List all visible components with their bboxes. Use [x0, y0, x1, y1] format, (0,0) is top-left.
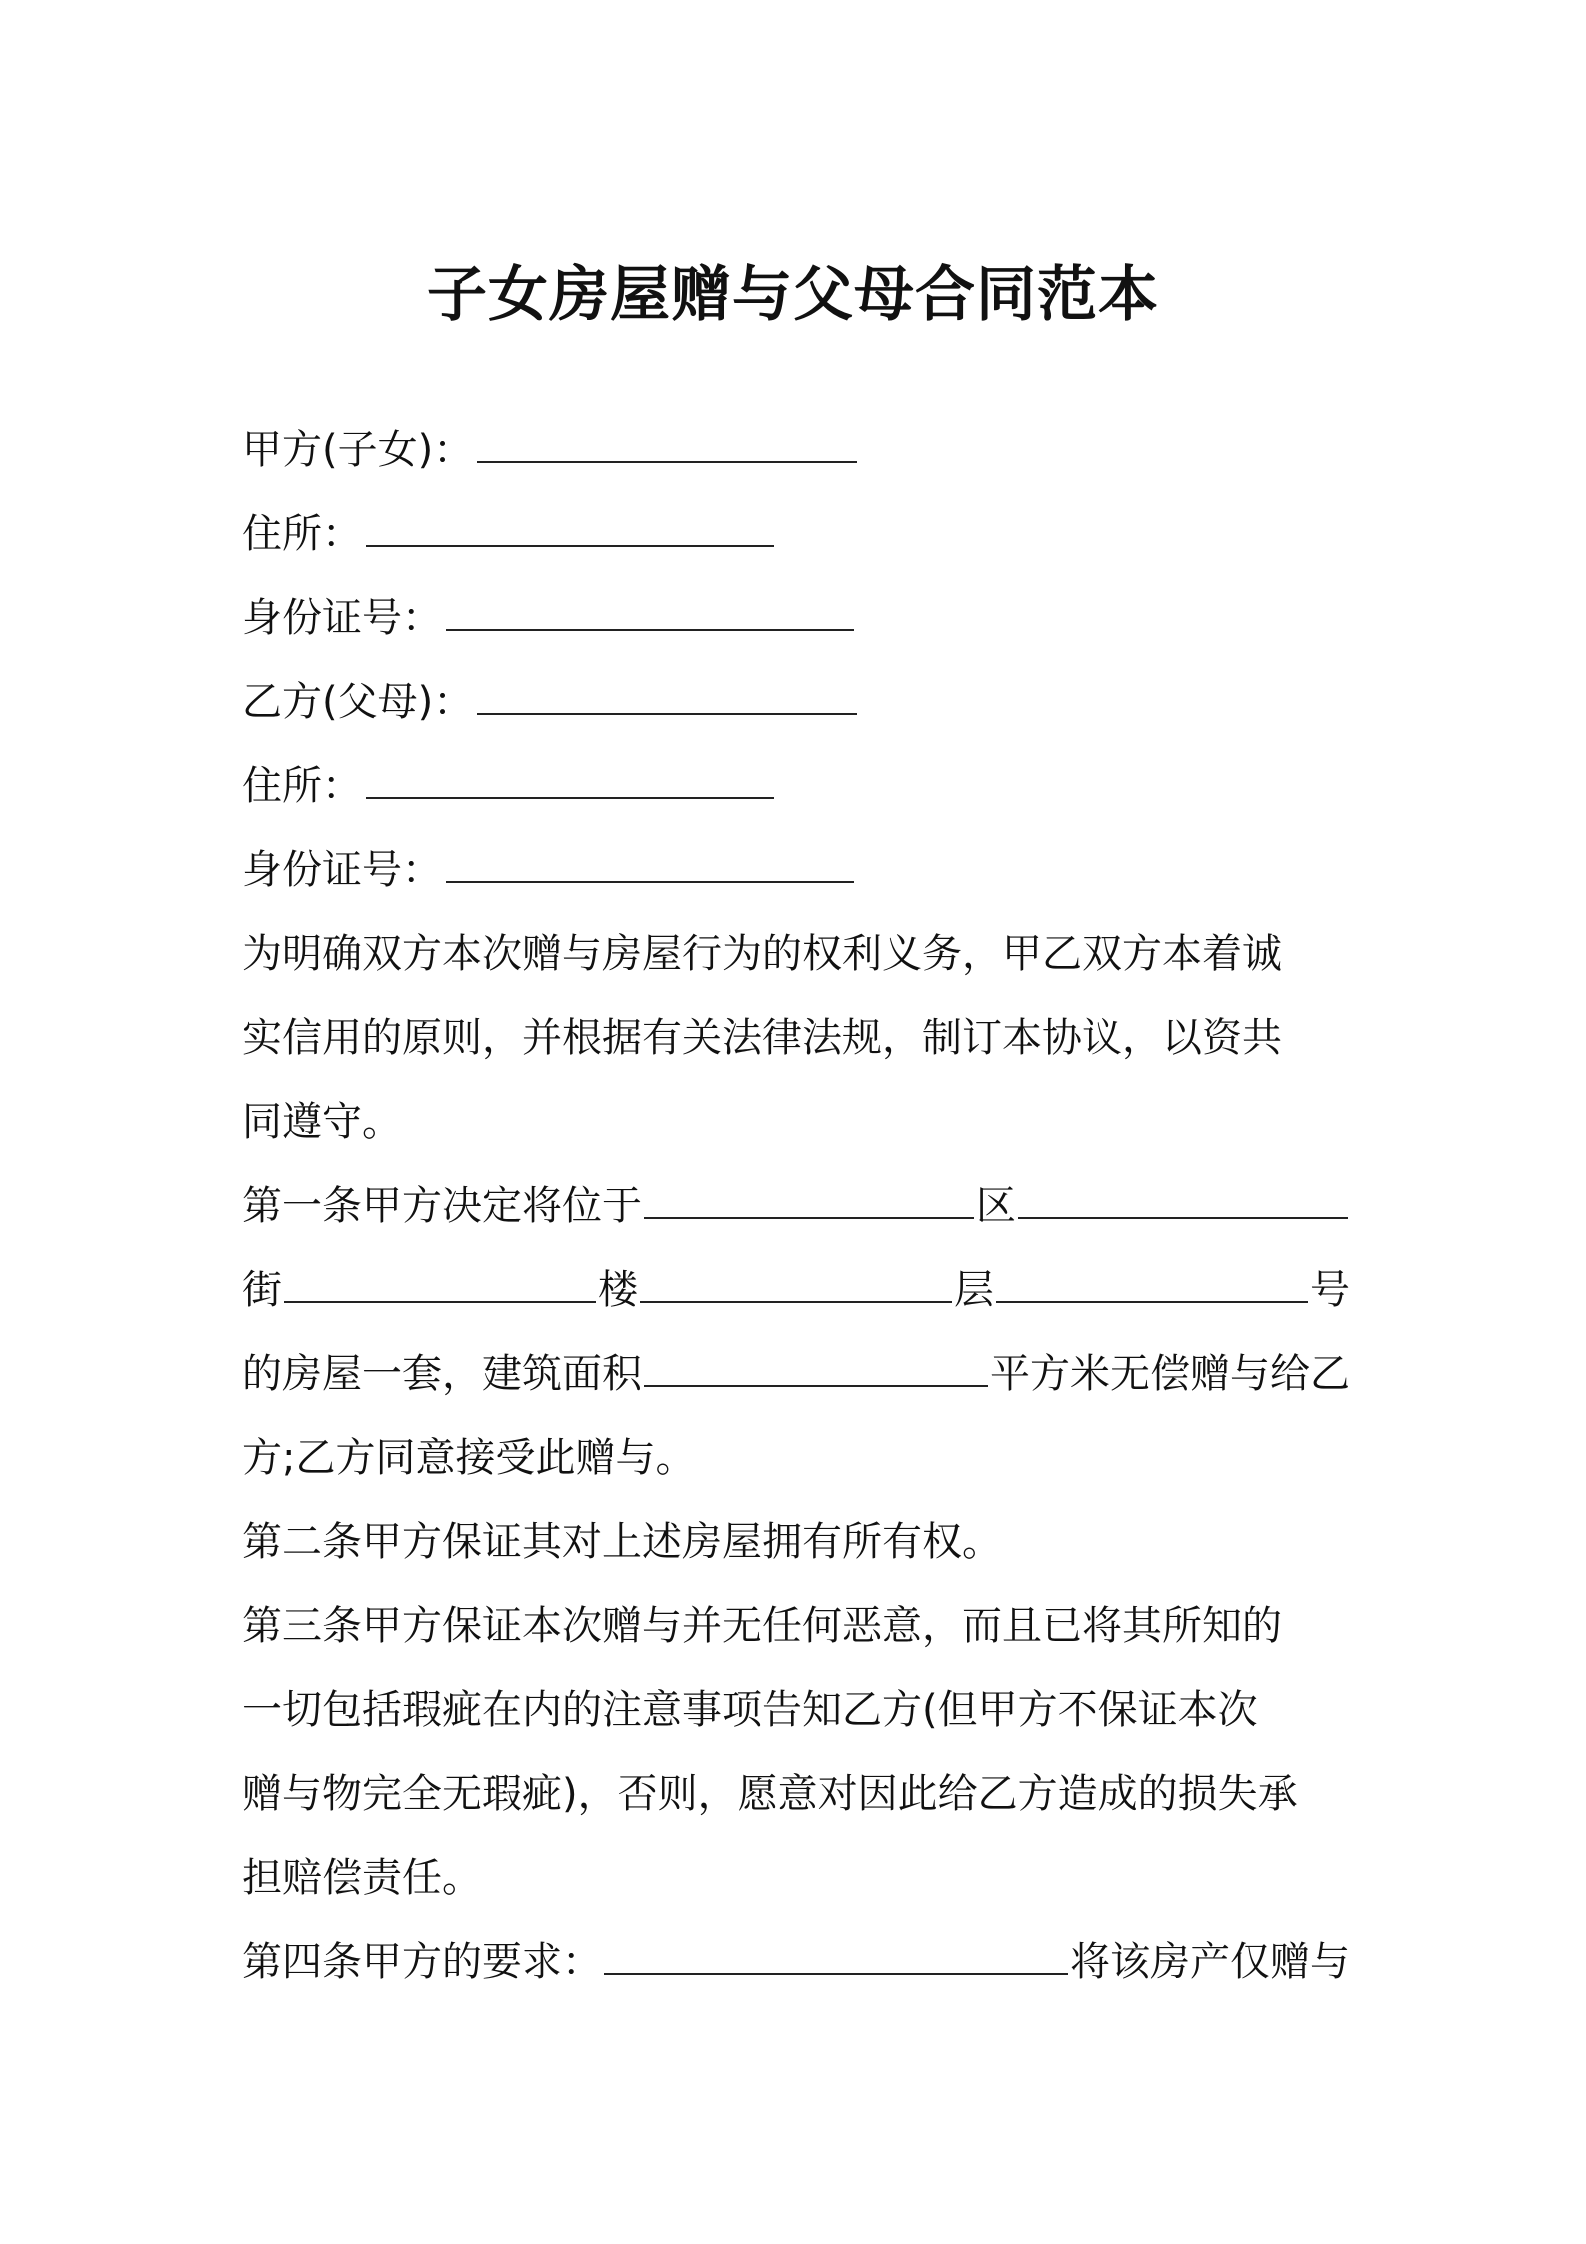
area-blank [644, 1355, 988, 1387]
party-b-label: 乙方(父母)： [242, 679, 474, 725]
address-a-blank [366, 515, 774, 547]
article1-line-3 [242, 1332, 1350, 1416]
document-body [242, 408, 1350, 2004]
street-label: 街 [242, 1267, 282, 1313]
article1-prefix: 第一条甲方决定将位于 [242, 1183, 642, 1229]
requirement-blank [604, 1943, 1068, 1975]
floor-blank [640, 1271, 952, 1303]
building-blank [284, 1271, 596, 1303]
article4-suffix: 将该房产仅赠与 [1070, 1939, 1350, 1985]
article3-line-2: 一切包括瑕疵在内的注意事项告知乙方(但甲方不保证本次 [242, 1687, 1258, 1733]
party-b-line [242, 660, 1350, 744]
floor-label: 层 [954, 1267, 994, 1313]
preamble-line-1: 为明确双方本次赠与房屋行为的权利义务，甲乙双方本着诚 [242, 931, 1282, 977]
party-a-label: 甲方(子女)： [242, 427, 474, 473]
preamble-line-2: 实信用的原则，并根据有关法律法规，制订本协议，以资共 [242, 1015, 1282, 1061]
district-blank [644, 1187, 974, 1219]
id-b-blank [446, 851, 854, 883]
area-suffix: 平方米无偿赠与给乙 [990, 1351, 1350, 1397]
id-a-blank [446, 599, 854, 631]
id-a-line [242, 576, 1350, 660]
area-prefix: 的房屋一套，建筑面积 [242, 1351, 642, 1397]
district-label: 区 [976, 1183, 1016, 1229]
address-a-label: 住所： [242, 511, 362, 557]
address-a-line [242, 492, 1350, 576]
document-title: 子女房屋赠与父母合同范本 [427, 260, 1159, 330]
address-b-blank [366, 767, 774, 799]
article1-line-2 [242, 1248, 1350, 1332]
party-a-line [242, 408, 1350, 492]
article3-line-3: 赠与物完全无瑕疵)，否则，愿意对因此给乙方造成的损失承 [242, 1771, 1298, 1817]
article4-line-1 [242, 1920, 1350, 2004]
party-a-blank [477, 431, 857, 463]
article1-line-4: 方;乙方同意接受此赠与。 [242, 1435, 696, 1481]
address-b-label: 住所： [242, 763, 362, 809]
party-b-blank [477, 683, 857, 715]
id-b-line [242, 828, 1350, 912]
street-blank [1018, 1187, 1348, 1219]
article4-prefix: 第四条甲方的要求： [242, 1939, 602, 1985]
article3-line-1: 第三条甲方保证本次赠与并无任何恶意，而且已将其所知的 [242, 1603, 1282, 1649]
number-blank [996, 1271, 1308, 1303]
id-b-label: 身份证号： [242, 847, 442, 893]
article3-line-4: 担赔偿责任。 [242, 1855, 482, 1901]
building-label: 楼 [598, 1267, 638, 1313]
article1-line-1 [242, 1164, 1350, 1248]
article2-line-1: 第二条甲方保证其对上述房屋拥有所有权。 [242, 1519, 1002, 1565]
preamble-line-3: 同遵守。 [242, 1099, 402, 1145]
address-b-line [242, 744, 1350, 828]
number-label: 号 [1310, 1267, 1350, 1313]
id-a-label: 身份证号： [242, 595, 442, 641]
